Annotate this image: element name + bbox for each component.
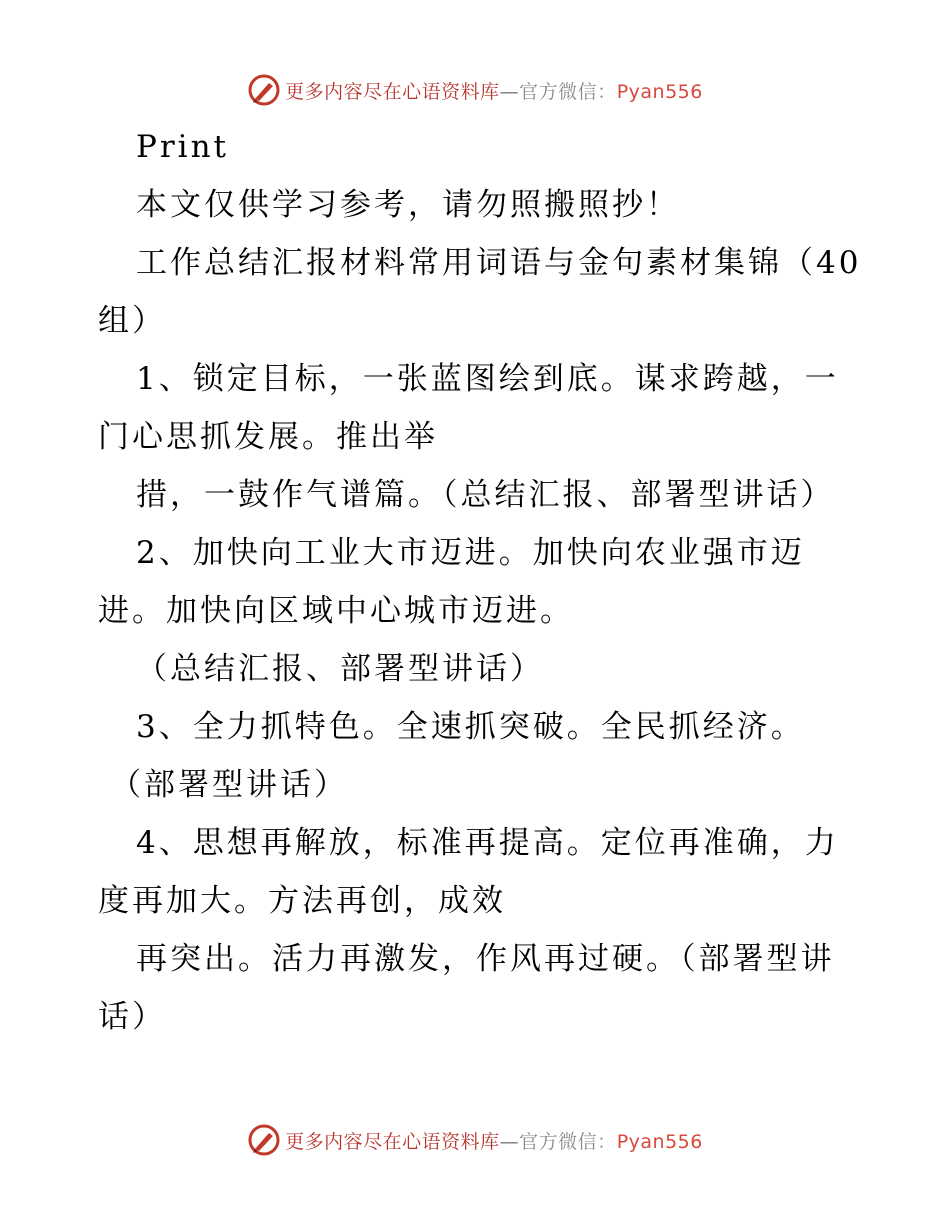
doc-item-4-line-3: 再突出。活力再激发，作风再过硬。（部署型讲 [136, 941, 835, 977]
banner-handle: Pyan556 [616, 1130, 703, 1153]
doc-item-1-line-3: 措，一鼓作气谱篇。（总结汇报、部署型讲话） [136, 477, 835, 513]
doc-item-1-line-1: 1、锁定目标，一张蓝图绘到底。谋求跨越，一 [136, 361, 839, 397]
banner-main-text: 更多内容尽在心语资料库 [285, 80, 500, 103]
doc-line-disclaimer: 本文仅供学习参考，请勿照搬照抄！ [136, 187, 680, 223]
doc-item-2-line-2: 进。加快向区域中心城市迈进。 [98, 593, 574, 629]
banner-handle: Pyan556 [616, 80, 703, 103]
pen-logo-icon [247, 1123, 281, 1157]
banner-label: 官方微信： [519, 80, 617, 103]
doc-item-4-line-1: 4、思想再解放，标准再提高。定位再准确，力 [136, 825, 839, 861]
header-watermark-banner [0, 70, 950, 110]
banner-label: 官方微信： [519, 1130, 617, 1153]
banner-main-text: 更多内容尽在心语资料库 [285, 1130, 500, 1153]
banner-dash: — [499, 80, 520, 103]
doc-title-line-2: 组） [98, 303, 166, 339]
doc-item-4-line-4: 话） [98, 999, 166, 1035]
doc-item-2-line-3: （总结汇报、部署型讲话） [136, 651, 544, 687]
banner-dash: — [499, 1130, 520, 1153]
doc-item-4-line-2: 度再加大。方法再创，成效 [98, 883, 506, 919]
pen-logo-icon [247, 73, 281, 107]
footer-watermark-banner [0, 1120, 950, 1160]
document-body [98, 118, 862, 1046]
doc-line-print: Print [136, 129, 230, 165]
doc-item-3-line-1: 3、全力抓特色。全速抓突破。全民抓经济。 [136, 709, 805, 745]
doc-item-3-line-2: （部署型讲话） [110, 767, 348, 803]
doc-item-2-line-1: 2、加快向工业大市迈进。加快向农业强市迈 [136, 535, 805, 571]
doc-item-1-line-2: 门心思抓发展。推出举 [98, 419, 438, 455]
doc-title-line-1: 工作总结汇报材料常用词语与金句素材集锦（40 [136, 245, 862, 281]
